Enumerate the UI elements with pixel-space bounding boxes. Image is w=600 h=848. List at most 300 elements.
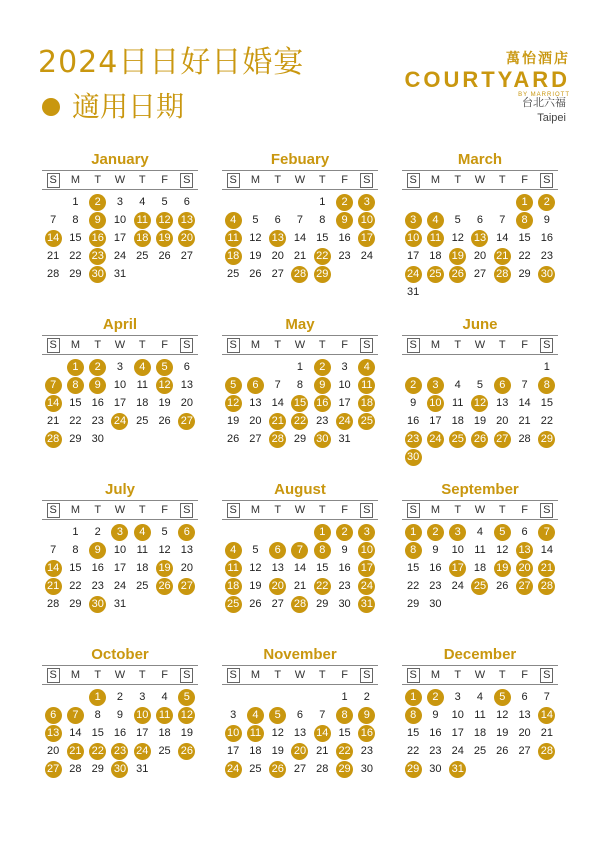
calendar-date: 14 xyxy=(496,232,509,244)
calendar-date: 4 xyxy=(454,379,461,391)
brand-tagline: BY MARRIOTT xyxy=(518,92,570,99)
empty-day xyxy=(289,688,311,706)
empty-day xyxy=(447,193,469,211)
calendar-date: 10 xyxy=(451,709,464,721)
weekday-label: S xyxy=(540,173,553,188)
month-calendar xyxy=(42,150,198,315)
weekday-label: W xyxy=(114,339,126,351)
highlighted-date: 26 xyxy=(267,760,289,778)
highlighted-date: 1 xyxy=(311,523,333,541)
calendar-date: 26 xyxy=(249,598,262,610)
location-zh: 台北六福 xyxy=(522,97,566,109)
calendar-date: 3 xyxy=(454,691,461,703)
month-days xyxy=(42,688,198,778)
weekday-label: F xyxy=(341,669,348,681)
calendar-date: 3 xyxy=(116,196,124,208)
weekday-label: M xyxy=(250,669,260,681)
highlighted-date: 14 xyxy=(42,394,64,412)
calendar-date: 27 xyxy=(271,598,284,610)
weekday-label: S xyxy=(360,668,373,683)
month-name: November xyxy=(263,646,337,663)
weekday-header xyxy=(402,170,558,190)
month-days xyxy=(402,193,558,301)
calendar-date: 25 xyxy=(136,580,149,592)
weekday-label: M xyxy=(430,339,440,351)
weekday-label: S xyxy=(227,503,240,518)
highlighted-date: 22 xyxy=(333,742,355,760)
highlighted-date: 3 xyxy=(402,211,424,229)
highlighted-date: 11 xyxy=(356,376,378,394)
highlighted-date: 28 xyxy=(289,265,311,283)
highlighted-date: 31 xyxy=(447,760,469,778)
highlighted-date: 19 xyxy=(447,247,469,265)
calendar-date: 1 xyxy=(296,361,304,373)
calendar-date: 22 xyxy=(407,580,420,592)
calendar-date: 31 xyxy=(136,763,149,775)
calendar-date: 28 xyxy=(69,763,82,775)
calendar-date: 17 xyxy=(451,727,464,739)
weekday-label: T xyxy=(318,339,326,351)
calendar-date: 9 xyxy=(410,397,417,409)
weekday-header xyxy=(222,335,378,355)
calendar-date: 3 xyxy=(116,361,124,373)
calendar-date: 21 xyxy=(518,415,531,427)
calendar-date: 15 xyxy=(407,727,420,739)
location-en: Taipei xyxy=(537,112,566,125)
highlighted-date: 4 xyxy=(131,523,153,541)
calendar-date: 6 xyxy=(183,196,190,208)
highlighted-date: 28 xyxy=(536,577,558,595)
calendar-date: 15 xyxy=(540,397,553,409)
weekday-label: T xyxy=(94,504,102,516)
highlighted-date: 2 xyxy=(402,376,424,394)
weekday-label: S xyxy=(360,338,373,353)
calendar-date: 10 xyxy=(113,544,127,556)
highlighted-date: 5 xyxy=(267,706,289,724)
highlighted-date: 11 xyxy=(131,211,153,229)
highlighted-date: 20 xyxy=(513,559,535,577)
weekday-label: M xyxy=(250,339,260,351)
weekday-label: T xyxy=(498,504,506,516)
month-days xyxy=(222,688,378,778)
highlighted-date: 20 xyxy=(176,229,198,247)
highlighted-date: 2 xyxy=(424,523,446,541)
calendar-date: 28 xyxy=(47,598,60,610)
calendar-date: 8 xyxy=(72,544,79,556)
highlighted-date: 2 xyxy=(424,688,446,706)
month-name: March xyxy=(457,151,503,168)
weekday-label: S xyxy=(180,338,193,353)
calendar-date: 12 xyxy=(158,544,171,556)
calendar-date: 4 xyxy=(476,526,484,538)
month-calendar xyxy=(402,645,558,810)
calendar-date: 15 xyxy=(69,232,82,244)
month-name: June xyxy=(462,316,498,333)
calendar-date: 13 xyxy=(496,397,509,409)
calendar-date: 30 xyxy=(429,598,442,610)
weekday-label: S xyxy=(47,173,60,188)
weekday-label: S xyxy=(360,503,373,518)
calendar-date: 27 xyxy=(271,268,284,280)
calendar-date: 22 xyxy=(69,250,82,262)
calendar-date: 18 xyxy=(158,727,171,739)
highlighted-date: 29 xyxy=(333,760,355,778)
empty-day xyxy=(513,358,535,376)
calendar-date: 2 xyxy=(363,691,370,703)
calendar-date: 28 xyxy=(518,433,531,445)
weekday-label: S xyxy=(180,173,193,188)
highlighted-date: 30 xyxy=(311,430,333,448)
highlighted-date: 10 xyxy=(424,394,446,412)
highlighted-date: 11 xyxy=(222,559,244,577)
weekday-label: W xyxy=(474,174,486,186)
weekday-label: M xyxy=(70,504,80,516)
calendar-date: 15 xyxy=(338,727,351,739)
weekday-label: T xyxy=(138,174,146,186)
calendar-date: 20 xyxy=(249,415,262,427)
calendar-date: 30 xyxy=(429,763,442,775)
highlighted-date: 21 xyxy=(536,559,558,577)
weekday-label: T xyxy=(94,669,102,681)
highlighted-date: 25 xyxy=(356,412,378,430)
calendar-date: 16 xyxy=(429,562,442,574)
calendar-date: 11 xyxy=(136,379,148,391)
empty-day xyxy=(244,358,266,376)
empty-day xyxy=(222,358,244,376)
calendar-date: 26 xyxy=(158,250,171,262)
month-days xyxy=(42,193,198,283)
calendar-date: 7 xyxy=(543,691,550,703)
calendar-date: 29 xyxy=(407,598,420,610)
calendar-date: 9 xyxy=(432,709,439,721)
calendar-date: 15 xyxy=(518,232,531,244)
calendar-date: 30 xyxy=(360,763,373,775)
highlighted-date: 8 xyxy=(513,211,535,229)
highlighted-date: 2 xyxy=(536,193,558,211)
calendar-date: 19 xyxy=(180,727,193,739)
brand-name-zh: 萬怡酒店 xyxy=(506,51,570,67)
highlighted-date: 3 xyxy=(424,376,446,394)
weekday-label: T xyxy=(498,669,506,681)
calendar-date: 14 xyxy=(69,727,82,739)
calendar-date: 20 xyxy=(180,397,193,409)
calendar-date: 29 xyxy=(69,433,82,445)
calendar-date: 16 xyxy=(429,727,442,739)
weekday-label: M xyxy=(430,669,440,681)
calendar-date: 15 xyxy=(407,562,420,574)
highlighted-date: 21 xyxy=(267,412,289,430)
weekday-label: F xyxy=(161,174,168,186)
calendar-date: 11 xyxy=(136,544,148,556)
highlighted-date: 9 xyxy=(311,376,333,394)
calendar-date: 18 xyxy=(136,397,149,409)
calendar-date: 24 xyxy=(113,580,127,592)
weekday-label: M xyxy=(70,339,80,351)
highlighted-date: 1 xyxy=(402,688,424,706)
calendar-date: 8 xyxy=(94,709,101,721)
highlighted-date: 18 xyxy=(222,247,244,265)
highlighted-date: 4 xyxy=(222,211,244,229)
weekday-label: T xyxy=(454,504,462,516)
highlighted-date: 22 xyxy=(311,247,333,265)
calendar-date: 30 xyxy=(91,433,104,445)
highlighted-date: 5 xyxy=(153,358,175,376)
calendar-date: 5 xyxy=(252,214,259,226)
highlighted-date: 2 xyxy=(87,193,109,211)
highlighted-date: 28 xyxy=(289,595,311,613)
empty-day xyxy=(447,358,469,376)
highlighted-date: 9 xyxy=(87,211,109,229)
empty-day xyxy=(42,193,64,211)
month-name: January xyxy=(91,151,149,168)
highlighted-date: 6 xyxy=(491,376,513,394)
highlighted-date: 13 xyxy=(42,724,64,742)
calendar-date: 4 xyxy=(139,196,146,208)
highlighted-date: 12 xyxy=(176,706,198,724)
weekday-header xyxy=(402,665,558,685)
weekday-label: F xyxy=(521,339,528,351)
highlighted-date: 12 xyxy=(153,376,175,394)
highlighted-date: 13 xyxy=(176,211,198,229)
calendar-date: 16 xyxy=(91,397,104,409)
empty-day xyxy=(491,358,513,376)
highlighted-date: 21 xyxy=(42,577,64,595)
calendar-date: 14 xyxy=(271,397,284,409)
highlighted-date: 27 xyxy=(176,412,198,430)
highlighted-date: 2 xyxy=(87,358,109,376)
highlighted-date: 12 xyxy=(153,211,175,229)
calendar-date: 17 xyxy=(338,397,351,409)
highlighted-date: 14 xyxy=(536,706,558,724)
calendar-date: 23 xyxy=(540,250,553,262)
highlighted-date: 10 xyxy=(356,211,378,229)
highlighted-date: 11 xyxy=(244,724,266,742)
empty-day xyxy=(267,358,289,376)
calendar-date: 12 xyxy=(451,232,464,244)
highlighted-date: 13 xyxy=(267,229,289,247)
calendar-date: 16 xyxy=(338,562,351,574)
calendar-date: 7 xyxy=(499,214,506,226)
calendar-date: 27 xyxy=(293,763,307,775)
highlighted-date: 13 xyxy=(513,541,535,559)
empty-day xyxy=(42,523,64,541)
highlighted-date: 14 xyxy=(42,559,64,577)
weekday-label: W xyxy=(294,504,306,516)
highlighted-date: 3 xyxy=(356,523,378,541)
calendar-date: 28 xyxy=(316,763,329,775)
calendar-date: 23 xyxy=(91,580,104,592)
empty-day xyxy=(424,358,446,376)
weekday-label: S xyxy=(360,173,373,188)
weekday-header xyxy=(222,665,378,685)
calendar-grid xyxy=(42,150,558,810)
month-calendar xyxy=(402,315,558,480)
calendar-date: 29 xyxy=(91,763,104,775)
calendar-date: 13 xyxy=(271,562,284,574)
weekday-label: T xyxy=(454,174,462,186)
weekday-label: M xyxy=(70,174,80,186)
calendar-date: 21 xyxy=(540,727,553,739)
empty-day xyxy=(424,193,446,211)
highlighted-date: 30 xyxy=(536,265,558,283)
location-label xyxy=(522,96,566,127)
highlighted-date: 5 xyxy=(176,688,198,706)
highlighted-date: 29 xyxy=(402,760,424,778)
calendar-date: 24 xyxy=(451,745,464,757)
calendar-date: 8 xyxy=(72,214,79,226)
calendar-date: 31 xyxy=(338,433,351,445)
weekday-label: W xyxy=(294,339,306,351)
highlighted-date: 26 xyxy=(153,577,175,595)
weekday-label: T xyxy=(274,339,282,351)
calendar-date: 31 xyxy=(113,268,127,280)
highlighted-date: 8 xyxy=(402,706,424,724)
calendar-date: 17 xyxy=(113,397,127,409)
weekday-label: F xyxy=(161,504,168,516)
highlighted-date: 1 xyxy=(64,358,86,376)
empty-day xyxy=(267,523,289,541)
weekday-label: T xyxy=(498,339,506,351)
highlighted-date: 14 xyxy=(42,229,64,247)
empty-day xyxy=(42,688,64,706)
calendar-date: 25 xyxy=(136,415,149,427)
highlighted-date: 25 xyxy=(469,577,491,595)
empty-day xyxy=(311,688,333,706)
calendar-date: 5 xyxy=(476,379,484,391)
highlighted-date: 4 xyxy=(222,541,244,559)
calendar-date: 22 xyxy=(69,415,82,427)
highlighted-date: 10 xyxy=(356,541,378,559)
weekday-header xyxy=(402,335,558,355)
calendar-date: 7 xyxy=(319,709,326,721)
calendar-date: 18 xyxy=(473,727,487,739)
highlighted-date: 13 xyxy=(469,229,491,247)
calendar-date: 25 xyxy=(158,745,171,757)
calendar-date: 19 xyxy=(249,250,262,262)
month-days xyxy=(402,523,558,613)
highlighted-date: 1 xyxy=(402,523,424,541)
month-calendar xyxy=(402,480,558,645)
highlighted-date: 24 xyxy=(131,742,153,760)
empty-day xyxy=(402,193,424,211)
calendar-date: 7 xyxy=(296,214,304,226)
weekday-header xyxy=(222,170,378,190)
highlighted-date: 18 xyxy=(222,577,244,595)
highlighted-date: 9 xyxy=(356,706,378,724)
weekday-header xyxy=(222,500,378,520)
weekday-label: W xyxy=(474,339,486,351)
highlighted-date: 21 xyxy=(491,247,513,265)
calendar-date: 5 xyxy=(161,196,168,208)
weekday-label: T xyxy=(274,669,282,681)
calendar-date: 25 xyxy=(136,250,149,262)
highlighted-date: 16 xyxy=(356,724,378,742)
highlighted-date: 26 xyxy=(176,742,198,760)
highlighted-date: 30 xyxy=(402,448,424,466)
weekday-label: S xyxy=(47,338,60,353)
highlighted-date: 16 xyxy=(311,394,333,412)
highlighted-date: 27 xyxy=(176,577,198,595)
weekday-label: F xyxy=(521,504,528,516)
highlighted-date: 26 xyxy=(447,265,469,283)
highlighted-date: 11 xyxy=(222,229,244,247)
calendar-date: 31 xyxy=(407,286,420,298)
highlighted-date: 6 xyxy=(42,706,64,724)
highlighted-date: 24 xyxy=(109,412,131,430)
calendar-date: 17 xyxy=(227,745,240,757)
calendar-date: 18 xyxy=(451,415,464,427)
highlighted-date: 25 xyxy=(222,595,244,613)
calendar-date: 23 xyxy=(316,415,329,427)
month-name: October xyxy=(91,646,149,663)
calendar-date: 23 xyxy=(429,580,442,592)
calendar-date: 24 xyxy=(113,250,127,262)
empty-day xyxy=(244,193,266,211)
weekday-label: F xyxy=(341,339,348,351)
page-subtitle xyxy=(42,90,185,123)
highlighted-date: 11 xyxy=(153,706,175,724)
highlighted-date: 24 xyxy=(424,430,446,448)
calendar-date: 29 xyxy=(69,268,82,280)
weekday-label: T xyxy=(138,339,146,351)
weekday-label: S xyxy=(227,173,240,188)
weekday-label: M xyxy=(70,669,80,681)
weekday-label: S xyxy=(227,338,240,353)
weekday-label: T xyxy=(138,504,146,516)
calendar-date: 25 xyxy=(473,745,487,757)
weekday-label: T xyxy=(138,669,146,681)
calendar-date: 27 xyxy=(518,745,531,757)
calendar-date: 1 xyxy=(341,691,348,703)
highlighted-date: 2 xyxy=(311,358,333,376)
calendar-date: 9 xyxy=(116,709,124,721)
highlighted-date: 6 xyxy=(267,541,289,559)
weekday-label: T xyxy=(318,669,326,681)
weekday-label: T xyxy=(94,339,102,351)
highlighted-date: 3 xyxy=(109,523,131,541)
weekday-label: F xyxy=(521,669,528,681)
weekday-label: S xyxy=(407,668,420,683)
calendar-date: 12 xyxy=(271,727,284,739)
calendar-date: 2 xyxy=(116,691,124,703)
calendar-date: 15 xyxy=(316,232,329,244)
highlighted-date: 28 xyxy=(491,265,513,283)
calendar-date: 1 xyxy=(543,361,550,373)
empty-day xyxy=(244,688,266,706)
month-calendar xyxy=(222,645,378,810)
weekday-label: F xyxy=(521,174,528,186)
calendar-date: 15 xyxy=(69,397,82,409)
weekday-label: S xyxy=(180,668,193,683)
weekday-label: S xyxy=(407,503,420,518)
calendar-date: 29 xyxy=(69,598,82,610)
calendar-date: 15 xyxy=(316,562,329,574)
calendar-date: 17 xyxy=(113,232,127,244)
calendar-date: 14 xyxy=(518,397,531,409)
highlighted-date: 15 xyxy=(289,394,311,412)
calendar-date: 26 xyxy=(227,433,240,445)
highlighted-date: 17 xyxy=(356,229,378,247)
weekday-label: S xyxy=(180,503,193,518)
calendar-date: 20 xyxy=(473,250,487,262)
month-days xyxy=(222,523,378,613)
empty-day xyxy=(267,193,289,211)
highlighted-date: 20 xyxy=(267,577,289,595)
calendar-date: 22 xyxy=(540,415,553,427)
calendar-date: 16 xyxy=(407,415,420,427)
calendar-date: 1 xyxy=(72,526,79,538)
month-calendar xyxy=(222,315,378,480)
